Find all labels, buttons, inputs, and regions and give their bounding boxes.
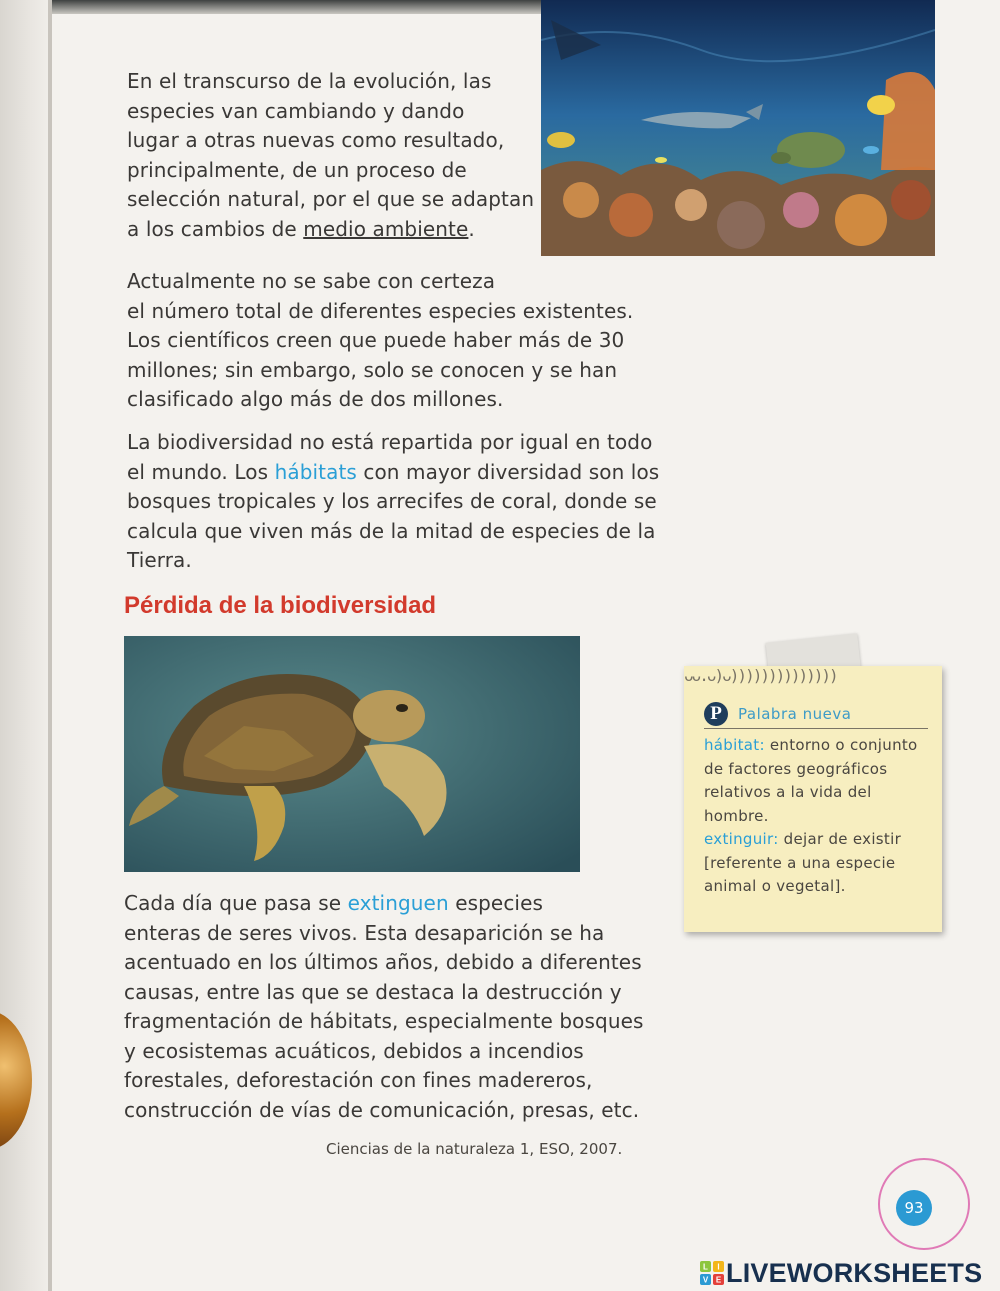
paragraph2-line4: millones; sin embargo, solo se conocen y se han xyxy=(127,357,618,382)
logo-letter-l: L xyxy=(703,1262,708,1272)
extinguir-definition: dejar de existir [referente a una especie animal o vegetal]. xyxy=(704,830,902,895)
paragraph2-line3: Los científicos creen que puede haber más de 30 xyxy=(127,328,625,352)
paragraph4-line1-suffix: especies xyxy=(448,891,543,915)
sea-turtle-photo xyxy=(124,636,580,872)
paragraph4-line4: causas, entre las que se destaca la destrucción y xyxy=(124,979,622,1004)
paragraph4-line7: forestales, deforestación con fines madereros, xyxy=(124,1068,593,1092)
top-edge-strip xyxy=(52,0,542,14)
paragraph3-line1: La biodiversidad no está repartida por igual en todo xyxy=(127,430,653,454)
habitat-definition-term: hábitat: xyxy=(704,736,765,754)
paragraph1-line3: lugar a otras nuevas como resultado, xyxy=(127,128,505,152)
paragraph4-line6: y ecosistemas acuáticos, debidos a incendios xyxy=(124,1038,584,1063)
palabra-nueva-icon: P xyxy=(704,702,728,726)
extinguen-term: extinguen xyxy=(347,891,449,915)
page-edge-shadow xyxy=(48,0,52,1291)
extinguir-definition-term: extinguir: xyxy=(704,830,779,848)
note-header xyxy=(704,702,928,729)
paragraph4-line5: fragmentación de hábitats, especialmente bosques xyxy=(124,1009,644,1033)
paragraph4-line8: construcción de vías de comunicación, presas, etc. xyxy=(124,1097,640,1122)
paragraph3-line2-prefix: el mundo. Los xyxy=(127,459,275,484)
paragraph1-line4: principalmente, de un proceso de xyxy=(127,157,467,182)
paragraph2-line1: Actualmente no se sabe con certeza xyxy=(127,269,496,293)
note-spiral-rings: ᴗᴗ.ᴗ)ᴗ)))))))))))))) xyxy=(684,666,837,684)
liveworksheets-wordmark: LIVEWORKSHEETS xyxy=(726,1258,983,1288)
paragraph4-line1-prefix: Cada día que pasa se xyxy=(124,891,348,915)
paragraph4-line3: acentuado en los últimos años, debido a diferentes xyxy=(124,950,642,974)
paragraph-extinction xyxy=(124,889,644,1125)
sea-turtle-illustration xyxy=(124,636,580,872)
paragraph2-line5: clasificado algo más de dos millones. xyxy=(127,387,504,411)
logo-letter-v: V xyxy=(702,1275,709,1285)
liveworksheets-logo-icon xyxy=(700,1261,724,1285)
habitats-term: hábitats xyxy=(274,459,357,484)
note-title: Palabra nueva xyxy=(738,705,852,723)
paragraph1-line2: especies van cambiando y dando xyxy=(127,98,465,123)
page-number: 93 xyxy=(896,1190,932,1226)
paragraph4-line2: enteras de seres vivos. Esta desaparición se ha xyxy=(124,920,605,945)
note-definitions xyxy=(704,734,932,899)
paragraph3-line2-suffix: con mayor diversidad son los xyxy=(356,459,660,484)
source-citation: Ciencias de la naturaleza 1, ESO, 2007. xyxy=(326,1140,623,1158)
logo-letter-i: I xyxy=(717,1262,720,1272)
paragraph3-line4: calcula que viven más de la mitad de especies de la xyxy=(127,518,656,543)
coral-reef-illustration xyxy=(541,0,935,256)
paragraph1-line6-suffix: . xyxy=(468,216,475,241)
paragraph-evolution xyxy=(127,67,534,244)
habitat-definition: entorno o conjunto de factores geográficos relativos a la vida del hombre. xyxy=(704,736,918,825)
paragraph1-line1: En el transcurso de la evolución, las xyxy=(127,69,492,93)
paragraph3-line5: Tierra. xyxy=(127,548,192,572)
paragraph2-line2: el número total de diferentes especies existentes. xyxy=(127,298,634,323)
paragraph-biodiversity-distribution xyxy=(127,428,659,576)
paragraph-species-count xyxy=(127,267,633,415)
paragraph3-line3: bosques tropicales y los arrecifes de coral, donde se xyxy=(127,489,657,513)
paragraph1-line6-prefix: a los cambios de xyxy=(127,216,304,241)
coral-reef-photo xyxy=(541,0,935,256)
section-title: Pérdida de la biodiversidad xyxy=(124,592,437,619)
medio-ambiente-term: medio ambiente xyxy=(303,216,469,241)
logo-letter-e: E xyxy=(715,1275,722,1285)
liveworksheets-brand xyxy=(696,1258,996,1290)
paragraph1-line5: selección natural, por el que se adaptan xyxy=(127,187,535,211)
glossary-note xyxy=(684,666,942,932)
